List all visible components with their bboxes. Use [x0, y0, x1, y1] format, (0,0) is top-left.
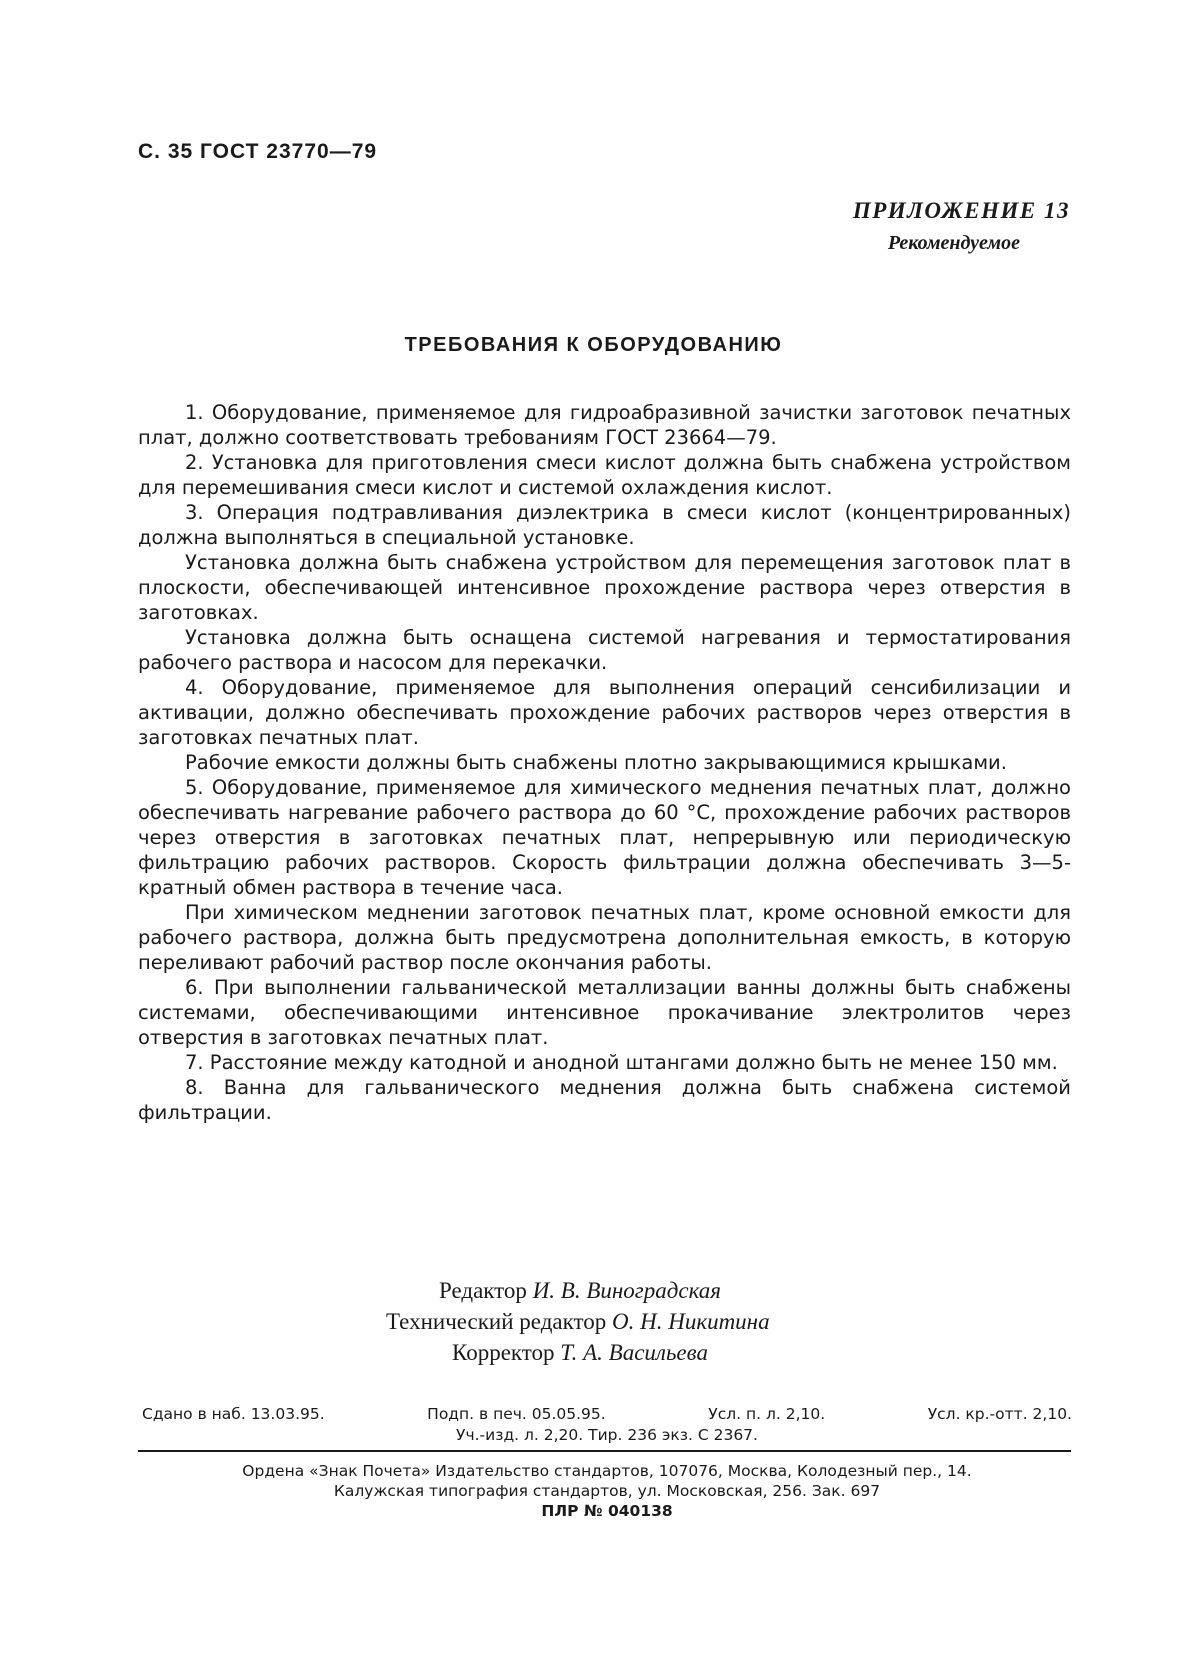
paragraph: Установка должна быть оснащена системой нагревания и термостатирования рабочего раствора и насосом для перекачки. — [138, 626, 1071, 674]
credit-role: Корректор — [452, 1340, 555, 1365]
paragraph: 4. Оборудование, применяемое для выполнения операций сенсибилизации и активации, должно обеспечивать прохождение рабочих растворов через отверстия в заготовках печатных плат. — [138, 676, 1071, 749]
imprint-row — [142, 1404, 1072, 1425]
publisher-line: Ордена «Знак Почета» Издательство стандартов, 107076, Москва, Колодезный пер., 14. — [242, 1462, 972, 1480]
section-title: ТРЕБОВАНИЯ К ОБОРУДОВАНИЮ — [404, 334, 783, 356]
imprint-submitted: Сдано в наб. 13.03.95. — [142, 1405, 325, 1423]
paragraph: 8. Ванна для гальванического меднения должна быть снабжена системой фильтрации. — [138, 1076, 1071, 1124]
imprint-signed: Подп. в печ. 05.05.95. — [427, 1405, 606, 1423]
page-header: С. 35 ГОСТ 23770—79 — [138, 140, 378, 163]
license-number: ПЛР № 040138 — [541, 1502, 673, 1520]
imprint-block — [142, 1404, 1072, 1446]
imprint-print-sheets: Усл. п. л. 2,10. — [708, 1405, 826, 1423]
paragraph: 1. Оборудование, применяемое для гидроабразивной зачистки заготовок печатных плат, должно соответствовать требованиям ГОСТ 23664—79. — [138, 401, 1071, 449]
credit-name: Т. А. Васильева — [560, 1340, 708, 1365]
paragraph: 5. Оборудование, применяемое для химического меднения печатных плат, должно обеспечивать нагревание рабочего раствора до 60 °С, прохождение рабочих растворов через отверстия в заготовках печатных плат, непрерывную или периодическую фильтрацию рабочих растворов. Скорость фильтрации должна обеспечивать 3—5-кратный обмен раствора в течение часа. — [138, 776, 1071, 899]
paragraph: 2. Установка для приготовления смеси кислот должна быть снабжена устройством для перемешивания смеси кислот и системой охлаждения кислот. — [138, 451, 1071, 499]
body-text — [138, 400, 1071, 1125]
printer-line: Калужская типография стандартов, ул. Московская, 256. Зак. 697 — [333, 1482, 881, 1500]
imprint-color-prints: Усл. кр.-отт. 2,10. — [927, 1405, 1072, 1423]
credit-name: И. В. Виноградская — [532, 1278, 721, 1303]
paragraph: 6. При выполнении гальванической металлизации ванны должны быть снабжены системами, обеспечивающими интенсивное прокачивание электролитов через отверстия в заготовках печатных плат. — [138, 976, 1071, 1049]
imprint-line2: Уч.-изд. л. 2,20. Тир. 236 экз. С 2367. — [456, 1426, 758, 1444]
publisher-block — [142, 1461, 1072, 1521]
credit-name: О. Н. Никитина — [611, 1309, 770, 1334]
credit-technical-editor — [0, 1306, 1187, 1337]
credits-block — [0, 1275, 1187, 1368]
credit-proofreader — [0, 1337, 1187, 1368]
paragraph: 7. Расстояние между катодной и анодной штангами должно быть не менее 150 мм. — [185, 1051, 1058, 1074]
divider — [138, 1450, 1071, 1452]
appendix-label: ПРИЛОЖЕНИЕ 13 — [852, 198, 1070, 223]
credit-role: Технический редактор — [386, 1309, 607, 1334]
credit-role: Редактор — [439, 1278, 527, 1303]
paragraph: Рабочие емкости должны быть снабжены плотно закрывающимися крышками. — [185, 751, 1007, 774]
paragraph: 3. Операция подтравливания диэлектрика в смеси кислот (концентрированных) должна выполняться в специальной установке. — [138, 501, 1071, 549]
paragraph: Установка должна быть снабжена устройством для перемещения заготовок плат в плоскости, обеспечивающей интенсивное прохождение раствора через отверстия в заготовках. — [138, 551, 1071, 624]
appendix-status: Рекомендуемое — [887, 232, 1020, 254]
paragraph: При химическом меднении заготовок печатных плат, кроме основной емкости для рабочего раствора, должна быть предусмотрена дополнительная емкость, в которую переливают рабочий раствор после окончания работы. — [138, 901, 1071, 974]
appendix-block — [853, 198, 1070, 255]
credit-editor — [0, 1275, 1187, 1306]
